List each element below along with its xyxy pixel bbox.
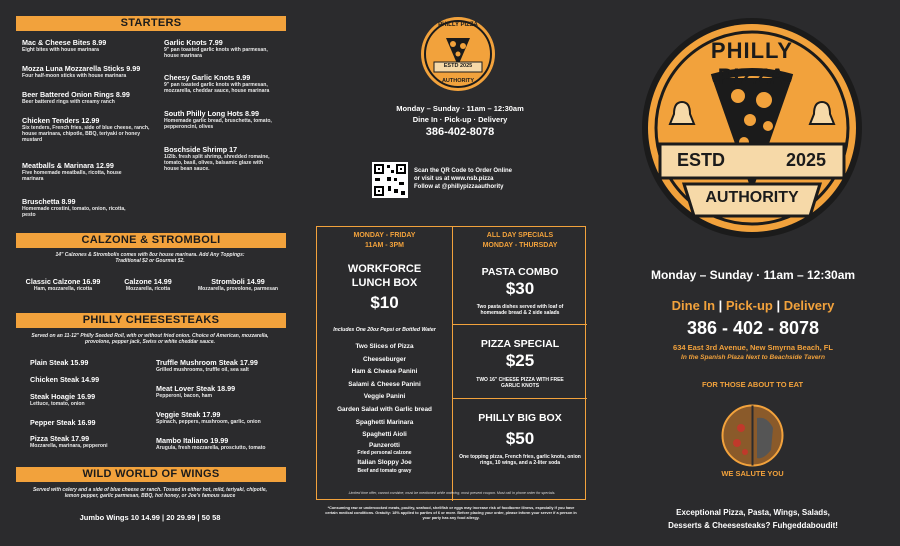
center-hours: Monday – Sunday · 11am – 12:30am <box>396 104 524 113</box>
service-options: Dine In | Pick-up | Delivery <box>671 298 835 313</box>
starter-item: Meatballs & Marinara 12.99 Five homemade meatballs, ricotta, house marinara <box>22 161 122 182</box>
qr-code-icon[interactable] <box>372 162 408 198</box>
starter-item: Chicken Tenders 12.99 Six tenders, French fries, side of blue cheese, ranch, house marinara, chipotle, BBQ, teriyaki or honey mustard <box>22 116 150 143</box>
calzone-item: Stromboli 14.99 Mozzarella, provolone, parmesan <box>197 277 279 292</box>
logo-authority: AUTHORITY <box>705 189 799 206</box>
small-logo-bottom: AUTHORITY <box>441 78 475 84</box>
wings-header: WILD WORLD OF WINGS <box>16 467 286 482</box>
pasta-title: PASTA COMBO <box>481 266 559 278</box>
lunch-item: Two Slices of Pizza <box>355 343 414 350</box>
all-day-title: ALL DAY SPECIALS <box>486 232 554 239</box>
tagline-1: Exceptional Pizza, Pasta, Wings, Salads, <box>676 508 830 517</box>
lunch-item: Spaghetti Aioli <box>362 431 407 439</box>
address: 634 East 3rd Avenue, New Smyrna Beach, FL <box>673 343 833 352</box>
steak-item: Truffle Mushroom Steak 17.99 Grilled mushrooms, truffle oil, sea salt <box>156 358 258 373</box>
lunch-title-1: WORKFORCE <box>347 263 422 275</box>
steak-item: Pizza Steak 17.99 Mozzarella, marinara, pepperoni <box>30 434 108 449</box>
lunch-item: Ham & Cheese Panini <box>351 368 418 376</box>
small-logo-estd: ESTD 2025 <box>443 63 473 69</box>
divider <box>453 398 587 399</box>
steak-item: Meat Lover Steak 18.99 Pepperoni, bacon, ham <box>156 384 236 399</box>
calzone-item: Classic Calzone 16.99 Ham, mozzarella, ricotta <box>25 277 101 292</box>
steak-item: Mambo Italiano 19.99 Arugula, fresh mozzarella, prosciutto, tomato <box>156 436 266 451</box>
starter-item: Bruschetta 8.99 Homemade crostini, tomato, onion, ricotta, pesto <box>22 197 126 218</box>
qr-text: Scan the QR Code to Order Online or visit us at www.nsb.pizza Follow at @phillypizzaauthority <box>414 168 513 190</box>
lunch-title-2: LUNCH BOX <box>351 277 418 289</box>
lunch-item: Italian Sloppy Joe <box>357 458 412 466</box>
badge-top-text: FOR THOSE ABOUT TO EAT <box>701 380 804 389</box>
lunch-item: Spaghetti Marinara <box>355 418 414 426</box>
pasta-price: $30 <box>505 279 535 298</box>
center-service: Dine In · Pick-up · Delivery <box>412 115 508 124</box>
specials-fine-print: Limited time offer, cannot combine, must be mentioned while ordering, most present coupon. Must call in phone order for specials. <box>348 491 556 495</box>
big-box-title: PHILLY BIG BOX <box>478 412 562 424</box>
starters-header: STARTERS <box>16 16 286 31</box>
pizza-special-price: $25 <box>505 351 535 370</box>
lunch-price: $10 <box>370 293 399 312</box>
delivery-label: Delivery <box>783 298 835 313</box>
wings-note: Served with celery and a side of blue cheese or ranch. Tossed in either hot, mild, teriyaki, chipotle, lemon pepper, garlic parmesan, BBQ, hot honey, or Joe's famous sauce <box>32 487 268 499</box>
calzone-header: CALZONE & STROMBOLI <box>16 233 286 248</box>
phone-number[interactable]: 386 - 402 - 8078 <box>686 318 820 338</box>
pickup-label: Pick-up <box>725 298 773 313</box>
badge-bottom-text: WE SALUTE YOU <box>721 469 784 478</box>
lunch-days: MONDAY - FRIDAY <box>353 232 416 239</box>
small-logo-top: PHILLY PIZZA <box>438 22 478 28</box>
starter-item: Garlic Knots 7.99 9" pan toasted garlic knots with parmesan, house marinara <box>164 38 268 59</box>
lunch-item: Garden Salad with Garlic bread <box>337 405 432 413</box>
starter-item: Mac & Cheese Bites 8.99 Eight bites with house marinara <box>22 38 107 53</box>
lunch-items <box>317 341 452 474</box>
steak-item: Plain Steak 15.99 <box>30 358 89 367</box>
steak-item: Veggie Steak 17.99 Spinach, peppers, mushroom, garlic, onion <box>156 410 261 425</box>
pasta-desc: Two pasta dishes served with loaf of homemade bread & 2 side salads <box>476 304 564 316</box>
lunch-item: Panzerotti <box>369 441 400 449</box>
menu-panel-left <box>0 0 300 546</box>
tagline-2: Desserts & Cheesesteaks? Fuhgeddaboudit! <box>668 521 838 530</box>
lunch-includes: Includes One 20oz Pepsi or Bottled Water <box>333 327 436 333</box>
lunch-item: Cheeseburger <box>363 355 406 363</box>
lunch-item: Veggie Panini <box>363 393 406 401</box>
pizza-special-desc: TWO 16" CHEESE PIZZA WITH FREE GARLIC KNOTS <box>476 377 564 389</box>
steak-item: Chicken Steak 14.99 <box>30 375 100 384</box>
pizza-special-title: PIZZA SPECIAL <box>480 338 560 350</box>
logo-estd: ESTD <box>676 150 725 170</box>
starter-item: Cheesy Garlic Knots 9.99 9" pan toasted garlic knots with parmesan, mozzarella, cheddar sauce, house marinara <box>164 73 270 94</box>
disclaimer: *Consuming raw or undercooked meats, poultry, seafood, shellfish or eggs may increase risk of foodborne illness, especially if you have certain medical conditions. Gratuity: 18% applied to parties of 6 or more. Before placing your order, please inform your server if a person in your party has any food allergy. <box>325 506 577 520</box>
starter-item: Boschside Shrimp 17 1/2lb. fresh split shrimp, shredded romaine, tomato, basil, olives, balsamic glaze with house bean sauce. <box>164 145 270 172</box>
lunch-item: Salami & Cheese Panini <box>348 380 421 388</box>
lunch-item-desc: Fried personal calzone <box>357 449 412 456</box>
logo-year: 2025 <box>785 150 827 170</box>
calzone-item: Calzone 14.99 Mozzarella, ricotta <box>124 277 172 292</box>
menu-panel-right <box>600 0 900 546</box>
all-day-days: MONDAY - THURSDAY <box>482 242 558 249</box>
lunch-hours: 11AM - 3PM <box>365 242 404 249</box>
steak-item: Steak Hoagie 16.99 Lettuce, tomato, onion <box>30 392 96 407</box>
specials-box <box>316 226 586 500</box>
location-note: In the Spanish Plaza Next to Beachside Tavern <box>681 354 825 361</box>
hours: Monday – Sunday · 11am – 12:30am <box>650 268 856 282</box>
divider <box>453 324 587 325</box>
starter-item: South Philly Long Hots 8.99 Homemade garlic bread, bruschetta, tomato, pepperoncini, olives <box>164 109 272 130</box>
starter-item: Mozza Luna Mozzarella Sticks 9.99 Four half-moon sticks with house marinara <box>22 64 141 79</box>
center-phone[interactable]: 386-402-8078 <box>425 126 495 138</box>
big-box-desc: One topping pizza, French fries, garlic knots, onion rings, 10 wings, and a 2-liter soda <box>459 454 581 466</box>
lunch-item-desc: Beef and tomato gravy <box>357 467 412 474</box>
steak-item: Pepper Steak 16.99 <box>30 418 96 427</box>
menu-panel-center <box>300 0 600 546</box>
starter-item: Beer Battered Onion Rings 8.99 Beer battered rings with creamy ranch <box>22 90 130 105</box>
calzone-note: 14" Calzones & Strombolis comes with 8oz house marinara. Add Any Toppings: Traditional $2 or Gourmet $2. <box>55 252 245 264</box>
wings-prices: Jumbo Wings 10 14.99 | 20 29.99 | 50 58 <box>79 513 221 522</box>
logo-title: PHILLY PIZZA <box>710 38 794 89</box>
cheesesteaks-note: Served on an 11-12" Philly Seeded Roll, with or without fried onion. Choice of American, mozzarella, provolone, pepper jack, Swiss or white cheddar sauce. <box>31 333 269 345</box>
dine-in-label: Dine In <box>671 298 716 313</box>
big-box-price: $50 <box>505 429 535 448</box>
cheesesteaks-header: PHILLY CHEESESTEAKS <box>16 313 286 328</box>
